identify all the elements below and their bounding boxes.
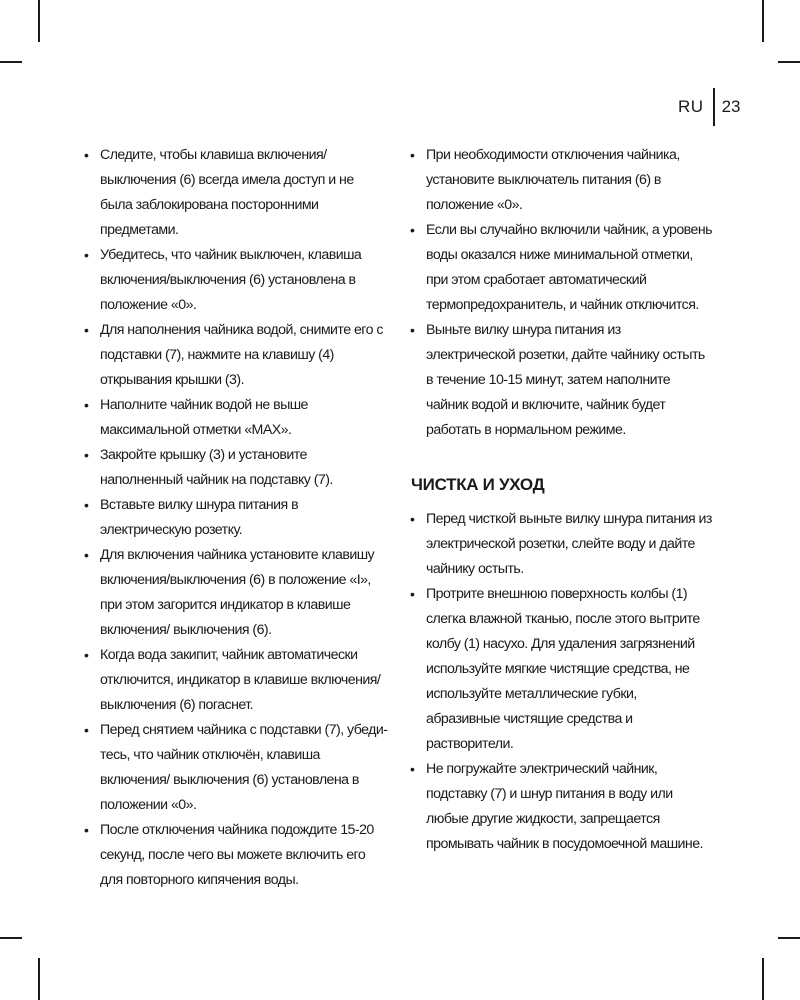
list-item: • При необходимости отключения чайника, установите выключатель питания (6) в положение «0». — [409, 143, 712, 218]
list-item: • Когда вода закипит, чайник автоматически отключится, индикатор в клавише включения/выключения (6) погаснет. — [83, 643, 388, 718]
list-item: • Перед чисткой выньте вилку шнура питания из электрической розетки, слейте воду и дайте чайнику остыть. — [409, 507, 712, 582]
crop-mark — [762, 0, 764, 42]
list-item: • Выньте вилку шнура питания из электрической розетки, дайте чайнику остыть в течение 10-15 минут, затем наполните чайник водой и включите, чайник будет работать в нормальном режиме. — [409, 318, 712, 443]
right-column — [409, 143, 712, 857]
cleaning-list — [409, 507, 712, 857]
left-column — [83, 143, 388, 893]
crop-mark — [0, 61, 22, 63]
crop-mark — [0, 937, 22, 939]
list-item: • Не погружайте электрический чайник, подставку (7) и шнур питания в воду или любые другие жидкости, запрещается промывать чайник в посудомоечной машине. — [409, 757, 712, 857]
list-item: • Для включения чайника установите клавишу включения/выключения (6) в положение «I», при этом загорится индикатор в клавише включения/ выключения (6). — [83, 543, 388, 643]
language-label: RU — [678, 97, 704, 116]
list-item: • Закройте крышку (3) и установите наполненный чайник на подставку (7). — [83, 443, 388, 493]
crop-mark — [778, 937, 800, 939]
list-item: • Если вы случайно включили чайник, а уровень воды оказался ниже минимальной отметки, при этом сработает автоматический термопредохранитель, и чайник отключится. — [409, 218, 712, 318]
instruction-list — [83, 143, 388, 893]
page-number: 23 — [721, 97, 741, 116]
list-item: • Убедитесь, что чайник выключен, клавиша включения/выключения (6) установлена в положение «0». — [83, 243, 388, 318]
crop-mark — [38, 958, 40, 1000]
list-item: • Следите, чтобы клавиша включения/выключения (6) всегда имела доступ и не была заблокирована посторонними предметами. — [83, 143, 388, 243]
crop-mark — [762, 958, 764, 1000]
crop-mark — [38, 0, 40, 42]
instruction-list — [409, 143, 712, 443]
list-item: • Наполните чайник водой не выше максимальной отметки «MAX». — [83, 393, 388, 443]
list-item: • Протрите внешнюю поверхность колбы (1) слегка влажной тканью, после этого вытрите колбу (1) насухо. Для удаления загрязнений используйте мягкие чистящие средства, не используйте металлические губки, абразивные чистящие средства и растворители. — [409, 582, 712, 757]
list-item: • После отключения чайника подождите 15-20 секунд, после чего вы можете включить его для повторного кипячения воды. — [83, 818, 388, 893]
crop-mark — [778, 61, 800, 63]
list-item: • Перед снятием чайника с подставки (7), убедитесь, что чайник отключён, клавиша включения/ выключения (6) установлена в положении «0». — [83, 718, 388, 818]
page-marker — [678, 88, 740, 126]
list-item: • Для наполнения чайника водой, снимите его с подставки (7), нажмите на клавишу (4) открывания крышки (3). — [83, 318, 388, 393]
section-title: ЧИСТКА И УХОД — [411, 475, 545, 494]
list-item: • Вставьте вилку шнура питания в электрическую розетку. — [83, 493, 388, 543]
